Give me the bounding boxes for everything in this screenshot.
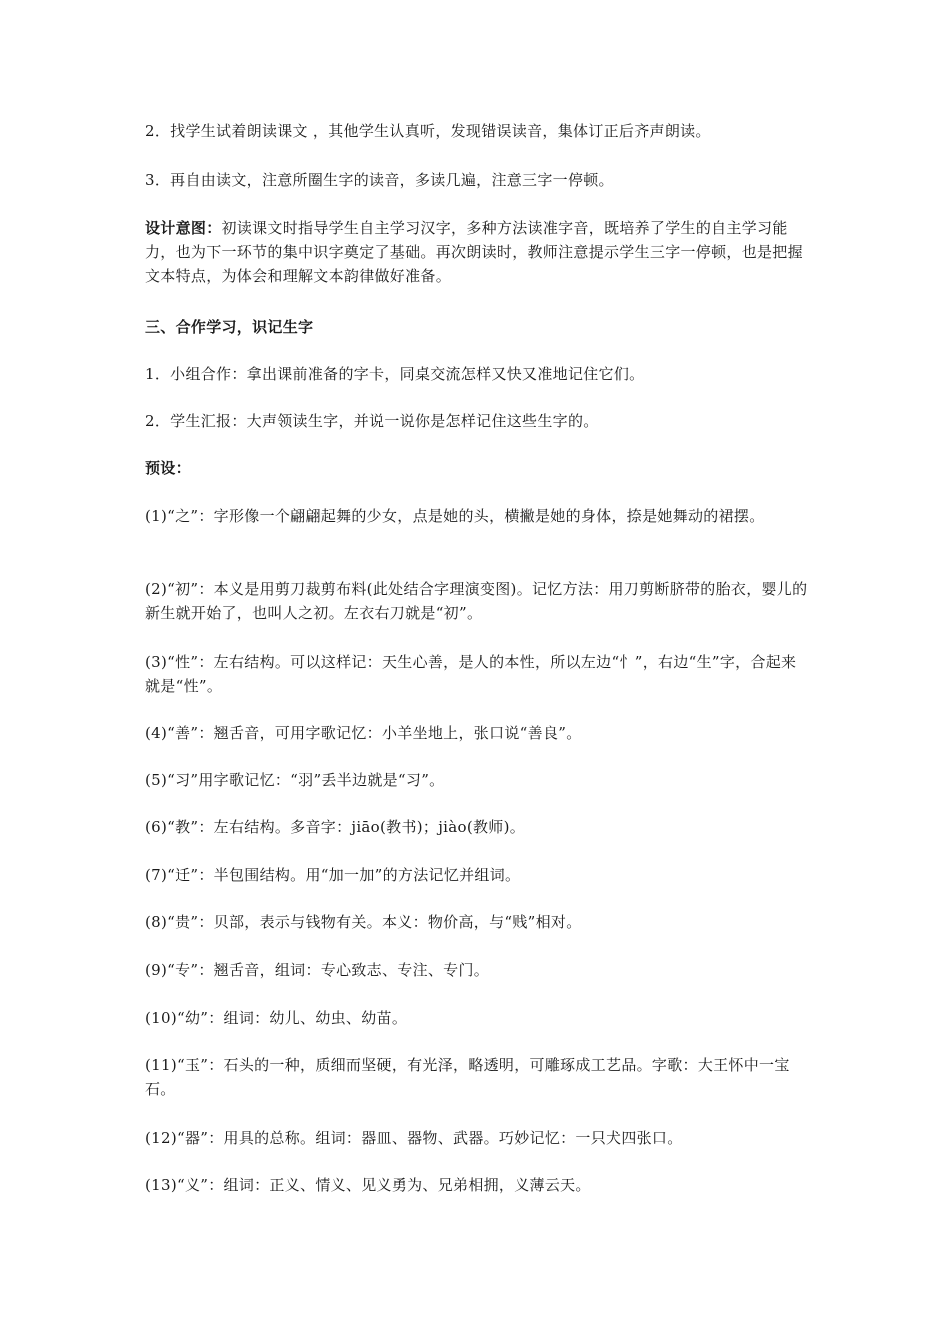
preset-item-2: (2)“初”：本义是用剪刀裁剪布料(此处结合字理演变图)。记忆方法：用刀剪断脐带的胎衣，婴儿的新生就开始了，也叫人之初。左衣右刀就是“初”。 xyxy=(145,580,808,622)
group-work-paragraph: 1．小组合作：拿出课前准备的字卡，同桌交流怎样又快又准地记住它们。 xyxy=(145,365,645,383)
section-3-heading: 三、合作学习，识记生字 xyxy=(145,318,314,336)
preset-item-3: (3)“性”：左右结构。可以这样记：天生心善，是人的本性，所以左边“忄”，右边“生”字，合起来就是“性”。 xyxy=(145,653,797,695)
preset-item-10: (10)“幼”：组词：幼儿、幼虫、幼苗。 xyxy=(145,1009,408,1027)
step-3-paragraph: 3．再自由读文，注意所圈生字的读音，多读几遍，注意三字一停顿。 xyxy=(145,171,614,189)
preset-item-7: (7)“迁”：半包围结构。用“加一加”的方法记忆并组词。 xyxy=(145,866,521,884)
preset-item-9: (9)“专”：翘舌音，组词：专心致志、专注、专门。 xyxy=(145,961,490,979)
preset-item-1: (1)“之”：字形像一个翩翩起舞的少女，点是她的头，横撇是她的身体，捺是她舞动的裙摆。 xyxy=(145,507,765,525)
design-intent-label: 设计意图： xyxy=(145,219,222,237)
preset-item-11: (11)“玉”：石头的一种，质细而坚硬，有光泽，略透明，可雕琢成工艺品。字歌：大王怀中一宝石。 xyxy=(145,1056,790,1098)
preset-item-6: (6)“教”：左右结构。多音字：jiāo(教书)；jiào(教师)。 xyxy=(145,818,526,836)
preset-item-13: (13)“义”：组词：正义、情义、见义勇为、兄弟相拥，义薄云天。 xyxy=(145,1176,591,1194)
preset-label: 预设： xyxy=(145,459,191,477)
step-2-paragraph: 2．找学生试着朗读课文 ，其他学生认真听，发现错误读音，集体订正后齐声朗读。 xyxy=(145,122,711,140)
preset-item-8: (8)“贵”：贝部，表示与钱物有关。本义：物价高，与“贱”相对。 xyxy=(145,913,582,931)
preset-item-12: (12)“器”：用具的总称。组词：器皿、器物、武器。巧妙记忆：一只犬四张口。 xyxy=(145,1129,683,1147)
design-intent-paragraph xyxy=(145,216,810,288)
preset-item-4: (4)“善”：翘舌音，可用字歌记忆：小羊坐地上，张口说“善良”。 xyxy=(145,724,582,742)
design-intent-text: 初读课文时指导学生自主学习汉字，多种方法读准字音，既培养了学生的自主学习能力，也为下一环节的集中识字奠定了基础。再次朗读时，教师注意提示学生三字一停顿，也是把握文本特点，为体会和理解文本韵律做好准备。 xyxy=(145,219,803,285)
student-report-paragraph: 2．学生汇报：大声领读生字，并说一说你是怎样记住这些生字的。 xyxy=(145,412,599,430)
preset-item-5: (5)“习”用字歌记忆：“羽”丢半边就是“习”。 xyxy=(145,771,445,789)
